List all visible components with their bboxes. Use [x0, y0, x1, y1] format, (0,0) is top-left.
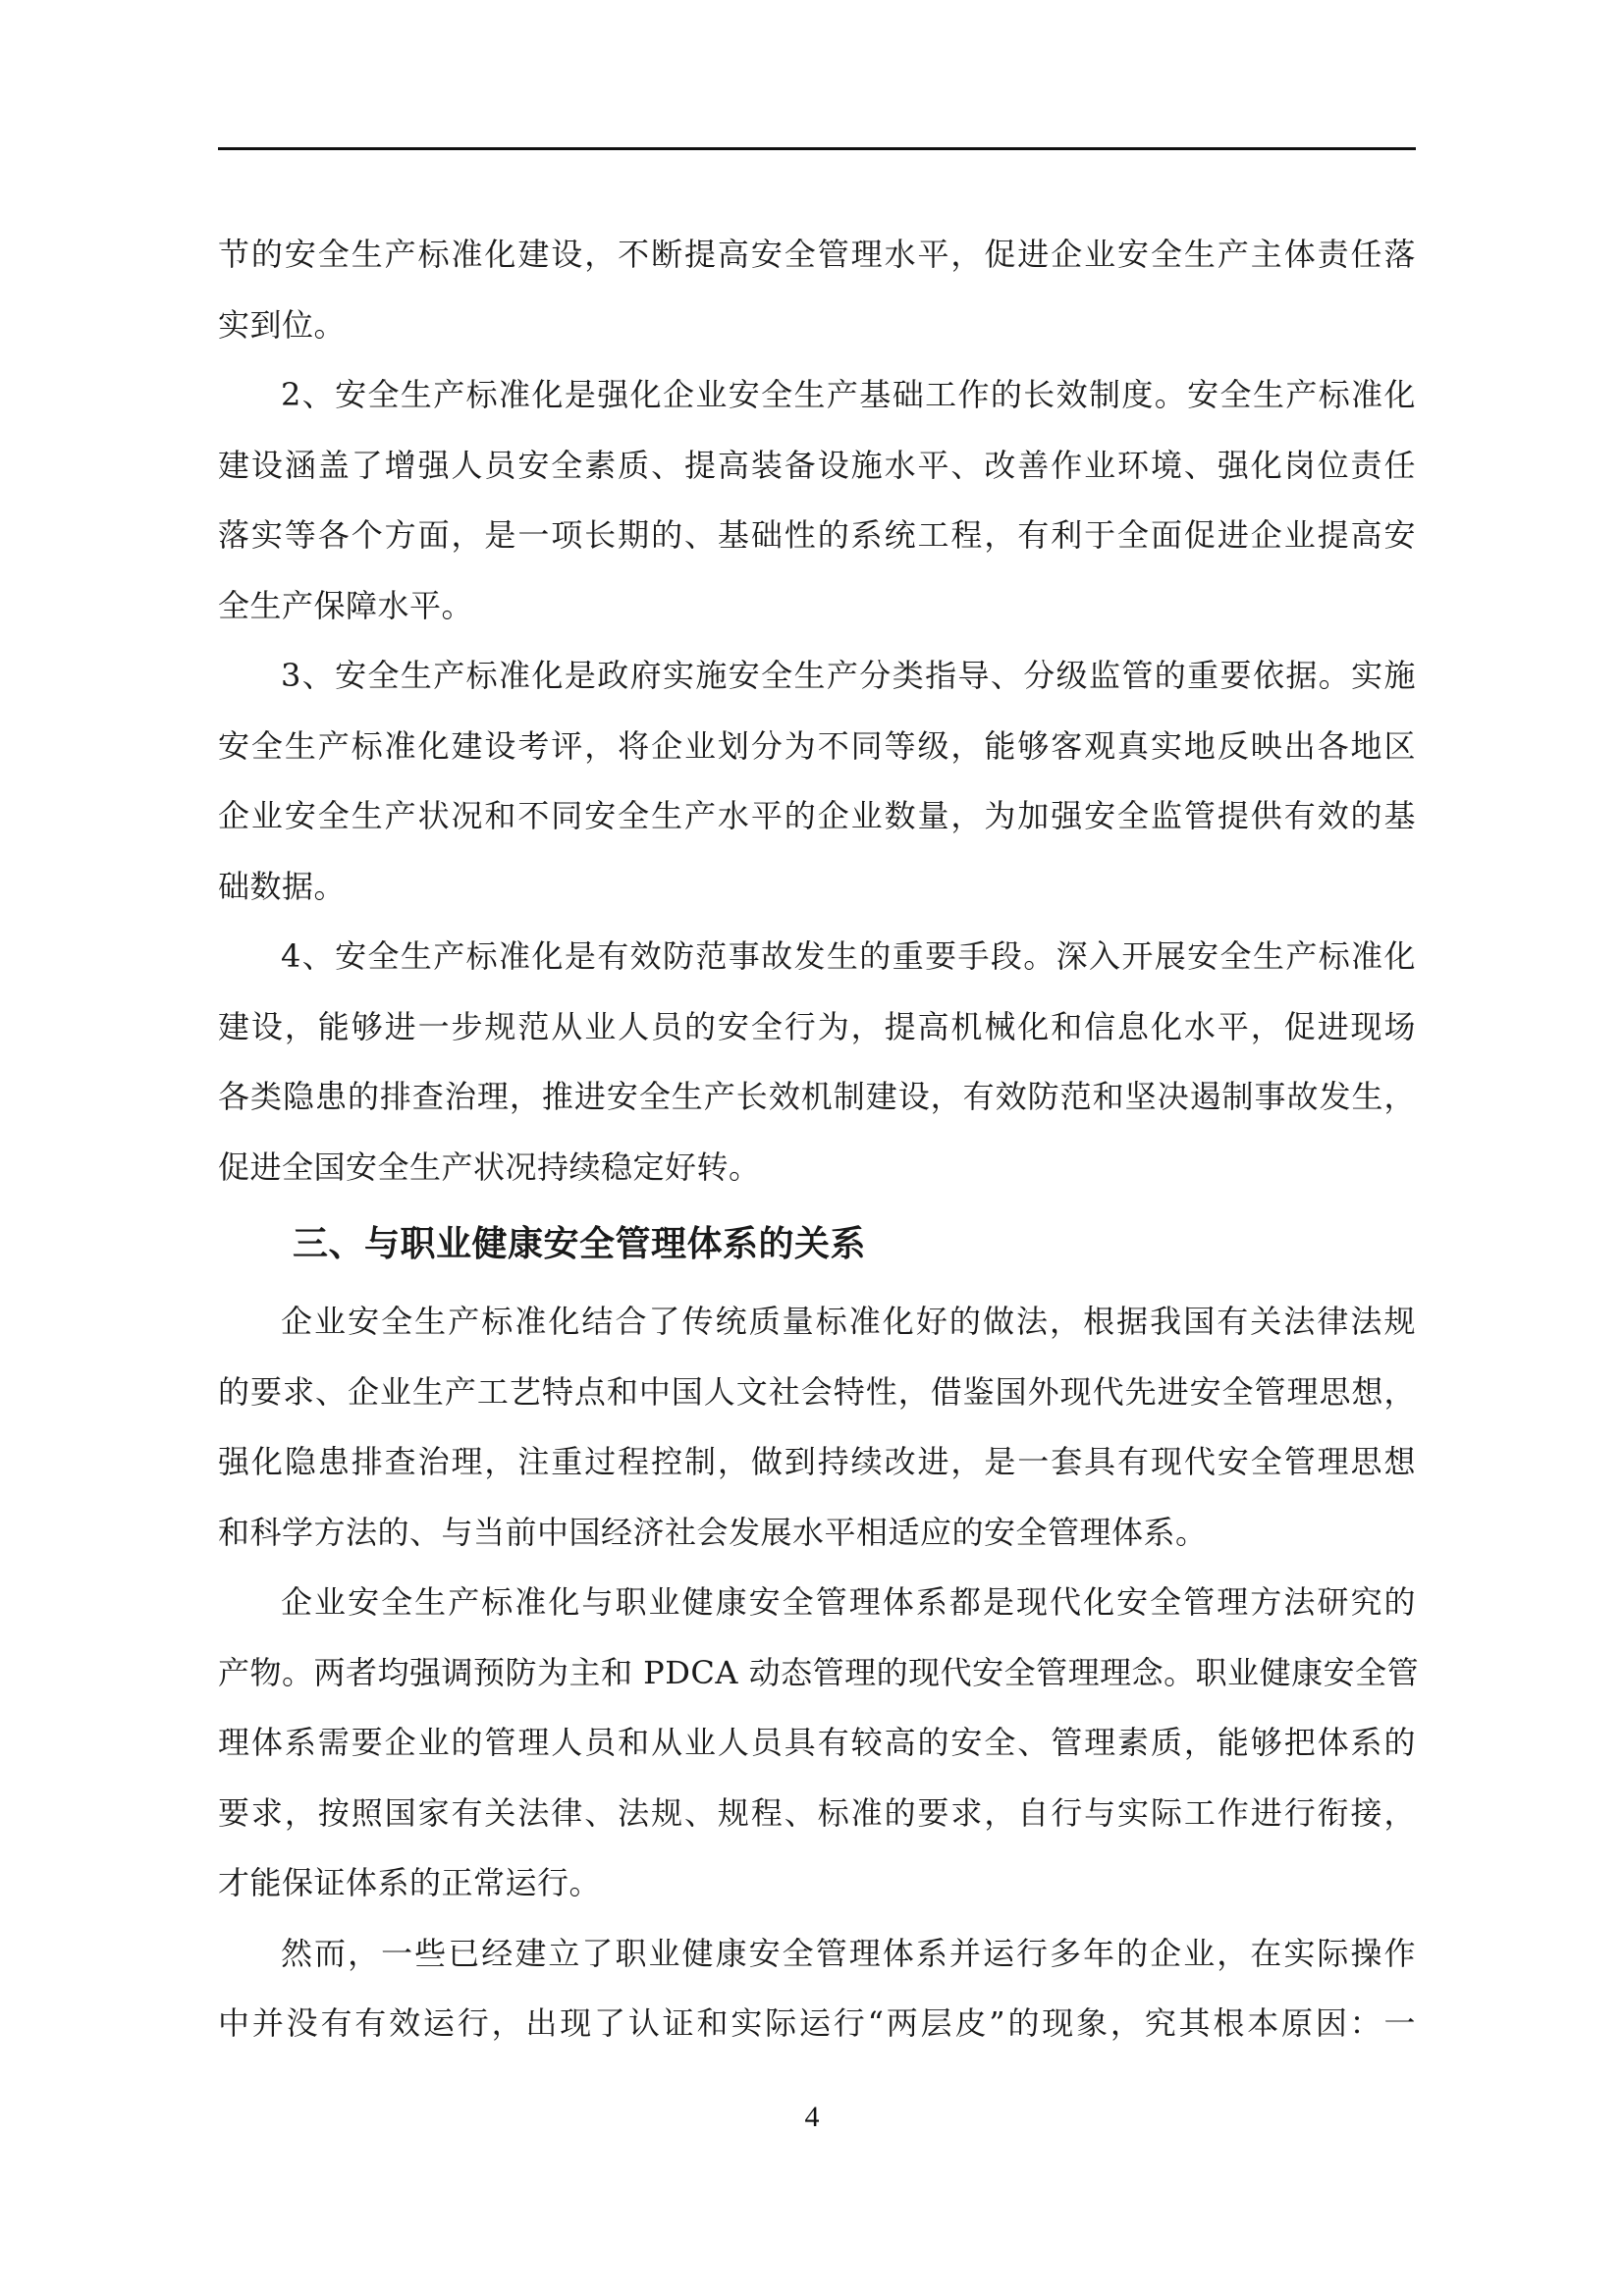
paragraph-line: 企业安全生产标准化结合了传统质量标准化好的做法，根据我国有关法律法规: [281, 1303, 1416, 1340]
paragraph-line: 中并没有有效运行，出现了认证和实际运行“两层皮”的现象，究其根本原因：一: [218, 2004, 1416, 2042]
section-heading: 三、与职业健康安全管理体系的关系: [293, 1224, 867, 1264]
paragraph-line: 和科学方法的、与当前中国经济社会发展水平相适应的安全管理体系。: [218, 1513, 1208, 1551]
paragraph-line: 全生产保障水平。: [218, 586, 474, 624]
paragraph-line: 要求，按照国家有关法律、法规、规程、标准的要求，自行与实际工作进行衔接，: [218, 1793, 1416, 1832]
paragraph-line: 然而，一些已经建立了职业健康安全管理体系并运行多年的企业，在实际操作: [281, 1934, 1416, 1972]
paragraph-line: 的要求、企业生产工艺特点和中国人文社会特性，借鉴国外现代先进安全管理思想，: [218, 1372, 1416, 1411]
paragraph-line: 强化隐患排查治理，注重过程控制，做到持续改进，是一套具有现代安全管理思想: [218, 1443, 1416, 1480]
continuation-paragraph: [218, 220, 1416, 360]
paragraph-line: 各类隐患的排查治理，推进安全生产长效机制建设，有效防范和坚决遏制事故发生，: [218, 1078, 1416, 1115]
paragraph-line: 础数据。: [218, 867, 347, 905]
paragraph-line: 3、安全生产标准化是政府实施安全生产分类指导、分级监管的重要依据。实施: [281, 657, 1416, 694]
relationship-paragraph-2: [218, 1568, 1420, 1919]
page-body: [218, 220, 1420, 2059]
header-rule: [218, 147, 1416, 150]
paragraph-line: 产物。两者均强调预防为主和 PDCA 动态管理的现代安全管理理念。职业健康安全管: [218, 1653, 1420, 1691]
paragraph-line: 建设涵盖了增强人员安全素质、提高装备设施水平、改善作业环境、强化岗位责任: [218, 446, 1416, 484]
paragraph-line: 2、安全生产标准化是强化企业安全生产基础工作的长效制度。安全生产标准化: [281, 376, 1416, 413]
paragraph-line: 企业安全生产标准化与职业健康安全管理体系都是现代化安全管理方法研究的: [281, 1583, 1416, 1621]
paragraph-line: 建设，能够进一步规范从业人员的安全行为，提高机械化和信息化水平，促进现场: [218, 1007, 1416, 1045]
paragraph-line: 理体系需要企业的管理人员和从业人员具有较高的安全、管理素质，能够把体系的: [218, 1724, 1416, 1761]
item-3-paragraph: [218, 641, 1416, 922]
paragraph-line: 节的安全生产标准化建设，不断提高安全管理水平，促进企业安全生产主体责任落: [218, 236, 1416, 273]
paragraph-line: 实到位。: [218, 305, 347, 344]
item-4-paragraph: [218, 922, 1416, 1202]
paragraph-line: 促进全国安全生产状况持续稳定好转。: [218, 1148, 761, 1186]
paragraph-line: 落实等各个方面，是一项长期的、基础性的系统工程，有利于全面促进企业提高安: [218, 516, 1416, 554]
paragraph-line: 企业安全生产状况和不同安全生产水平的企业数量，为加强安全监管提供有效的基: [218, 797, 1416, 834]
paragraph-line: 才能保证体系的正常运行。: [218, 1864, 602, 1901]
item-2-paragraph: [218, 360, 1416, 641]
relationship-paragraph-3: [218, 1919, 1416, 2059]
page-number: 4: [804, 2101, 820, 2133]
paragraph-line: 4、安全生产标准化是有效防范事故发生的重要手段。深入开展安全生产标准化: [281, 937, 1416, 975]
paragraph-line: 安全生产标准化建设考评，将企业划分为不同等级，能够客观真实地反映出各地区: [218, 726, 1416, 765]
relationship-paragraph-1: [218, 1287, 1416, 1568]
